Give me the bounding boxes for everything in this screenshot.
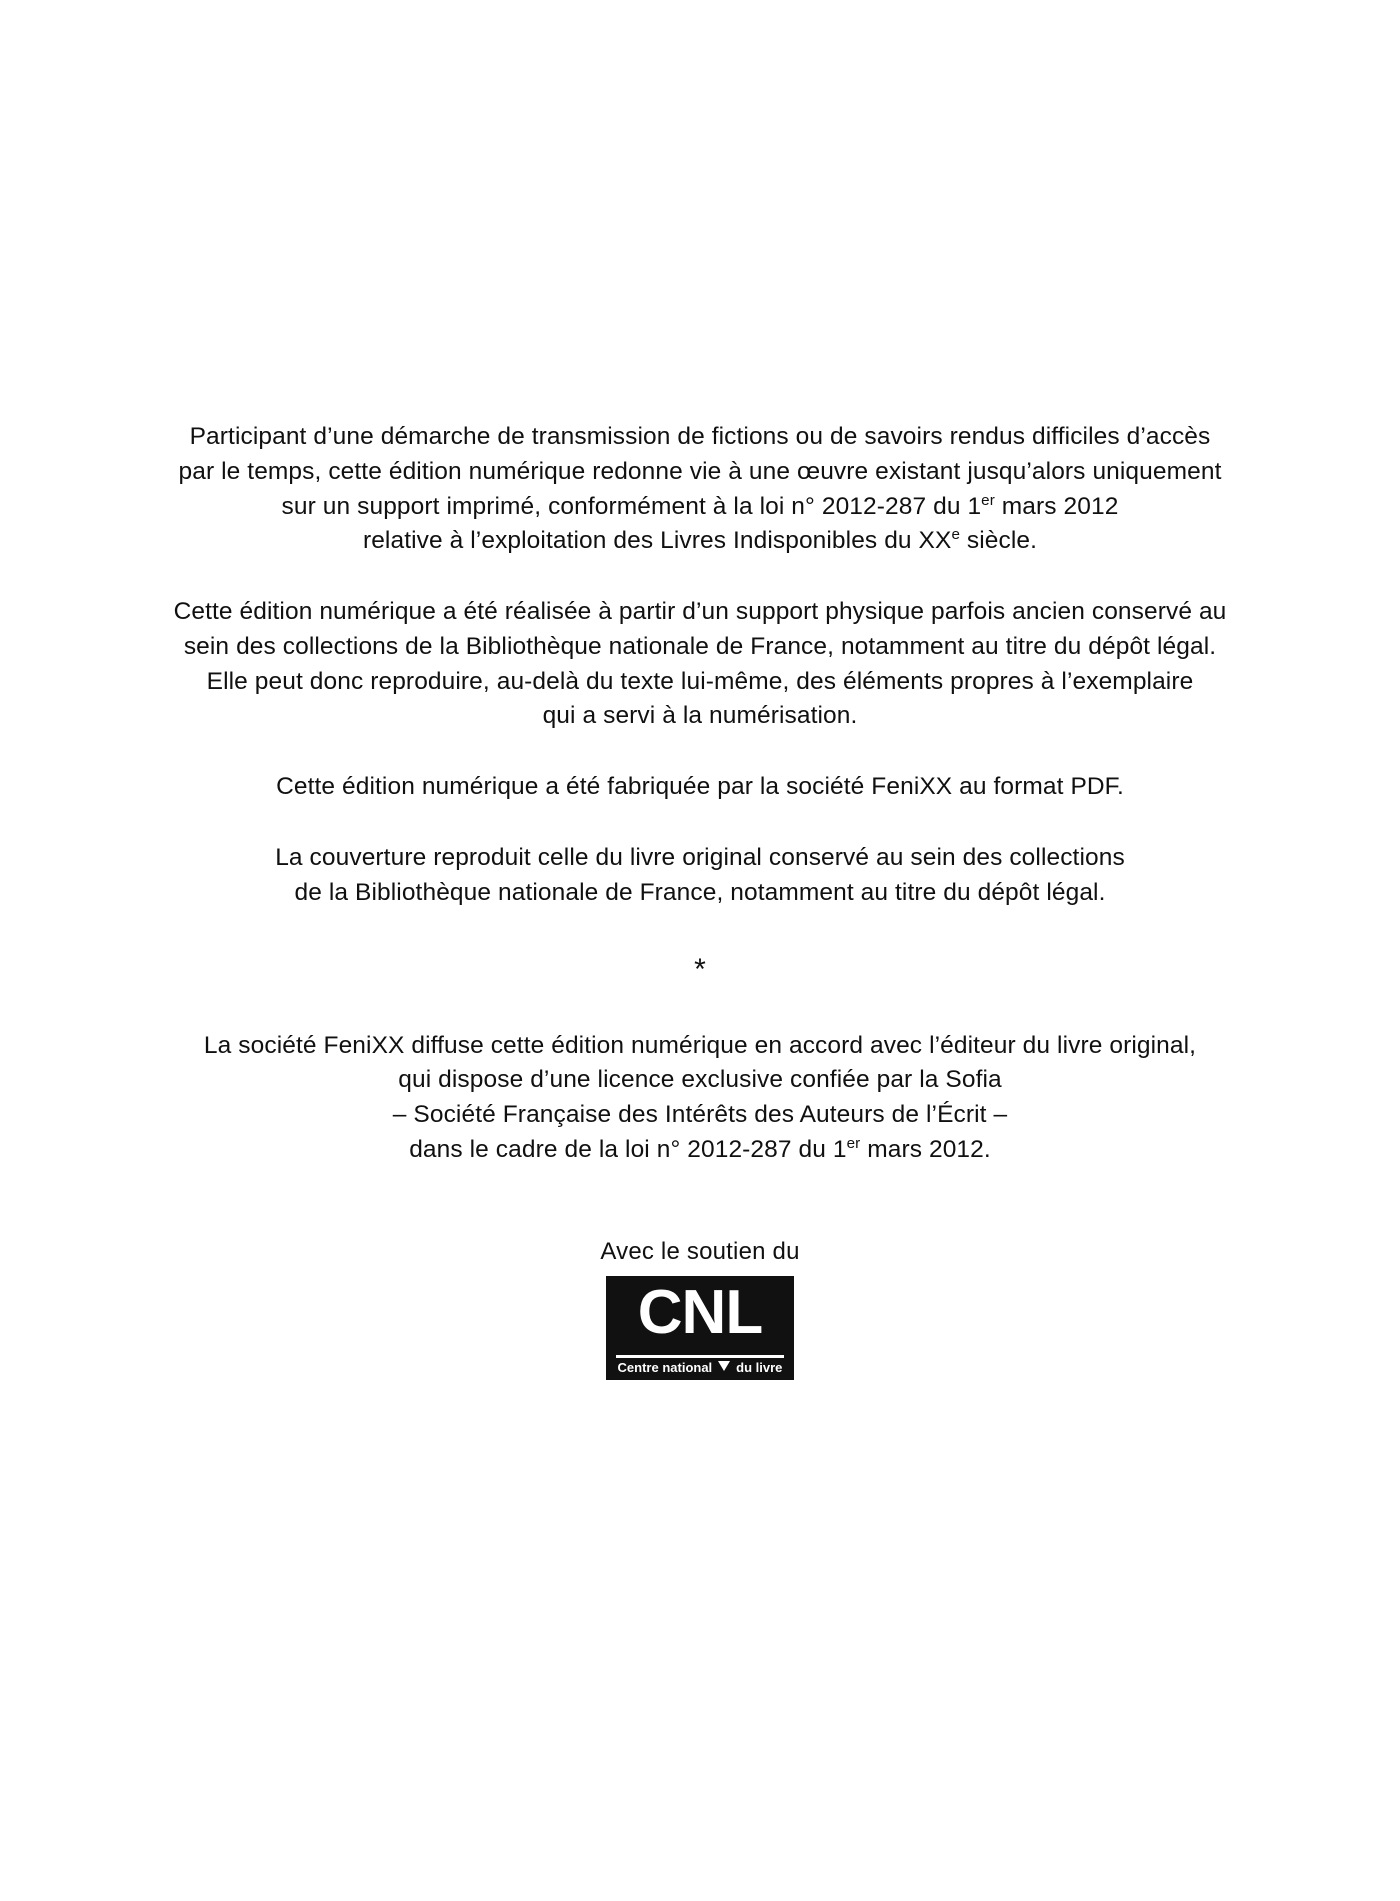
paragraph-source-line-2: sein des collections de la Bibliothèque nationale de France, notamment au titre du dépôt légal.: [183, 632, 1217, 660]
paragraph-intro-line-1: Participant d’une démarche de transmission de fictions ou de savoirs rendus difficiles d’accès: [189, 423, 1211, 450]
support-block: [600, 1238, 799, 1380]
cnl-logo-letters: CNL: [637, 1277, 763, 1347]
paragraph-cover: [120, 841, 1280, 911]
legal-notice-block: [0, 420, 1400, 1380]
paragraph-cover-line-1: La couverture reproduit celle du livre original conservé au sein des collections: [275, 844, 1125, 872]
check-mark-icon: [718, 1361, 730, 1371]
cnl-logo-subtitle-right: du livre: [736, 1359, 783, 1375]
paragraph-cover-line-2: de la Bibliothèque nationale de France, notamment au titre du dépôt légal.: [294, 878, 1106, 906]
paragraph-intro-line-4: relative à l’exploitation des Livres Indisponibles du XXe siècle.: [362, 526, 1038, 555]
paragraph-source-line-1: Cette édition numérique a été réalisée à partir d’un support physique parfois ancien conservé au: [173, 598, 1227, 626]
paragraph-source-line-3: Elle peut donc reproduire, au-delà du texte lui-même, des éléments propres à l’exemplaire: [206, 667, 1194, 695]
support-label: Avec le soutien du: [600, 1237, 800, 1265]
paragraph-intro: [120, 420, 1280, 559]
paragraph-licence-line-2: qui dispose d’une licence exclusive confiée par la Sofia: [398, 1066, 1002, 1094]
paragraph-licence-line-4: dans le cadre de la loi n° 2012-287 du 1er mars 2012.: [409, 1134, 991, 1163]
paragraph-intro-line-2: par le temps, cette édition numérique redonne vie à une œuvre existant jusqu’alors uniquement: [178, 457, 1222, 485]
cnl-logo-subtitle: [606, 1359, 794, 1377]
cnl-logo-subtitle-left: Centre national: [617, 1359, 713, 1375]
paragraph-licence-line-3: – Société Française des Intérêts des Auteurs de l’Écrit –: [392, 1101, 1008, 1129]
paragraph-source: [120, 595, 1280, 734]
paragraph-format-line-1: Cette édition numérique a été fabriquée par la société FeniXX au format PDF.: [276, 773, 1124, 801]
paragraph-intro-line-3: sur un support imprimé, conformément à la loi n° 2012-287 du 1er mars 2012: [281, 491, 1119, 520]
paragraph-licence: [120, 1029, 1280, 1168]
paragraph-licence-line-1: La société FeniXX diffuse cette édition numérique en accord avec l’éditeur du livre original,: [203, 1031, 1197, 1059]
paragraph-source-line-4: qui a servi à la numérisation.: [542, 702, 858, 730]
section-separator-asterisk: *: [694, 952, 706, 986]
paragraph-format: [120, 770, 1280, 805]
cnl-logo-divider: [616, 1355, 784, 1358]
cnl-logo: [606, 1276, 794, 1380]
